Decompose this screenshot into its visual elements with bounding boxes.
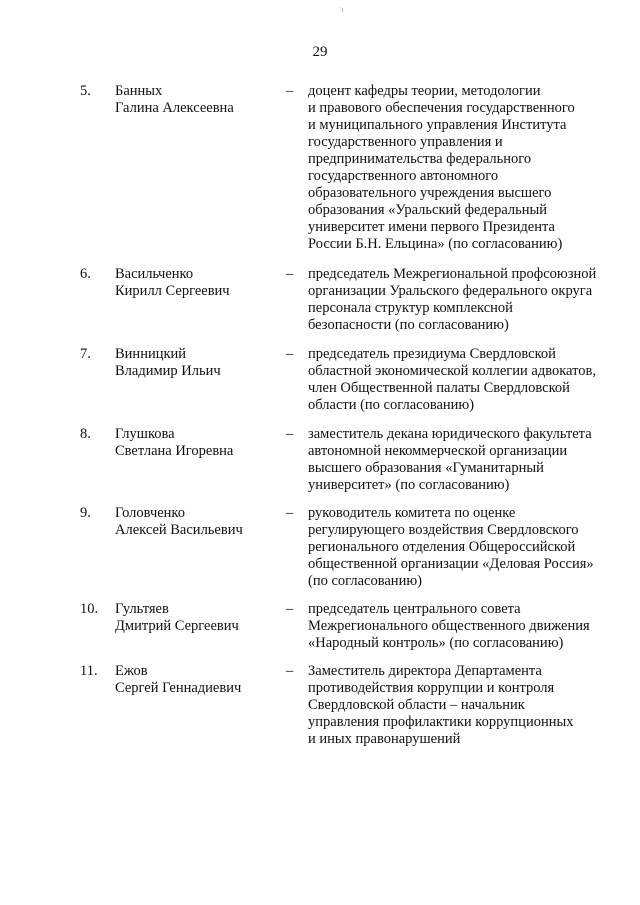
description-line: Межрегионального общественного движения (308, 618, 590, 634)
description-line: регионального отделения Общероссийской (308, 539, 576, 555)
description-line: автономной некоммерческой организации (308, 443, 568, 459)
person-name-line: Банных (115, 83, 163, 99)
person-name-line: Васильченко (115, 266, 194, 282)
dash-separator: – (286, 505, 294, 521)
description-line: персонала структур комплексной (308, 300, 513, 316)
item-number: 6. (80, 266, 91, 282)
description-line: противодействия коррупции и контроля (308, 680, 555, 696)
description-line: высшего образования «Гуманитарный (308, 460, 544, 476)
description-line: организации Уральского федерального округа (308, 283, 593, 299)
person-name (115, 346, 275, 380)
dash-separator: – (286, 426, 294, 442)
person-name-line: Владимир Ильич (115, 363, 221, 379)
person-name (115, 426, 275, 460)
position-description (308, 346, 613, 414)
dash-separator: – (286, 346, 294, 362)
item-number: 7. (80, 346, 91, 362)
description-line: (по согласованию) (308, 573, 422, 589)
item-number: 8. (80, 426, 91, 442)
description-line: университет» (по согласованию) (308, 477, 510, 493)
item-number: 5. (80, 83, 91, 99)
position-description (308, 505, 613, 590)
description-line: образования «Уральский федеральный (308, 202, 548, 218)
description-line: руководитель комитета по оценке (308, 505, 516, 521)
person-name (115, 266, 275, 300)
description-line: председатель Межрегиональной профсоюзной (308, 266, 597, 282)
description-line: государственного управления и (308, 134, 503, 150)
person-name-line: Дмитрий Сергеевич (115, 618, 239, 634)
description-line: член Общественной палаты Свердловской (308, 380, 570, 396)
person-name (115, 601, 275, 635)
description-line: государственного автономного (308, 168, 499, 184)
description-line: безопасности (по согласованию) (308, 317, 509, 333)
description-line: области (по согласованию) (308, 397, 475, 413)
description-line: общественной организации «Деловая Россия» (308, 556, 594, 572)
description-line: университет имени первого Президента (308, 219, 555, 235)
description-line: председатель центрального совета (308, 601, 521, 617)
position-description (308, 426, 613, 494)
position-description (308, 663, 613, 748)
description-line: доцент кафедры теории, методологии (308, 83, 541, 99)
description-line: председатель президиума Свердловской (308, 346, 556, 362)
item-number: 9. (80, 505, 91, 521)
position-description (308, 266, 613, 334)
person-name-line: Ежов (115, 663, 148, 679)
description-line: образовательного учреждения высшего (308, 185, 552, 201)
position-description (308, 601, 613, 652)
description-line: и муниципального управления Института (308, 117, 567, 133)
description-line: регулирующего воздействия Свердловского (308, 522, 579, 538)
person-name-line: Алексей Васильевич (115, 522, 243, 538)
description-line: областной экономической коллегии адвокатов, (308, 363, 596, 379)
item-number: 10. (80, 601, 99, 617)
description-line: предпринимательства федерального (308, 151, 532, 167)
description-line: России Б.Н. Ельцина» (по согласованию) (308, 236, 563, 252)
position-description (308, 83, 613, 253)
description-line: заместитель декана юридического факультета (308, 426, 592, 442)
person-name-line: Головченко (115, 505, 185, 521)
person-name-line: Светлана Игоревна (115, 443, 234, 459)
person-name (115, 505, 275, 539)
description-line: и правового обеспечения государственного (308, 100, 575, 116)
dash-separator: – (286, 266, 294, 282)
person-name (115, 83, 275, 117)
person-name-line: Галина Алексеевна (115, 100, 234, 116)
description-line: и иных правонарушений (308, 731, 461, 747)
scan-mark: ˙ı (339, 6, 344, 14)
dash-separator: – (286, 601, 294, 617)
person-name (115, 663, 275, 697)
description-line: управления профилактики коррупционных (308, 714, 574, 730)
description-line: Заместитель директора Департамента (308, 663, 542, 679)
person-name-line: Винницкий (115, 346, 187, 362)
description-line: Свердловской области – начальник (308, 697, 525, 713)
person-name-line: Глушкова (115, 426, 175, 442)
item-number: 11. (80, 663, 98, 679)
description-line: «Народный контроль» (по согласованию) (308, 635, 564, 651)
dash-separator: – (286, 83, 294, 99)
dash-separator: – (286, 663, 294, 679)
person-name-line: Кирилл Сергеевич (115, 283, 230, 299)
person-name-line: Сергей Геннадиевич (115, 680, 242, 696)
person-name-line: Гультяев (115, 601, 169, 617)
page-number: 29 (312, 44, 328, 60)
